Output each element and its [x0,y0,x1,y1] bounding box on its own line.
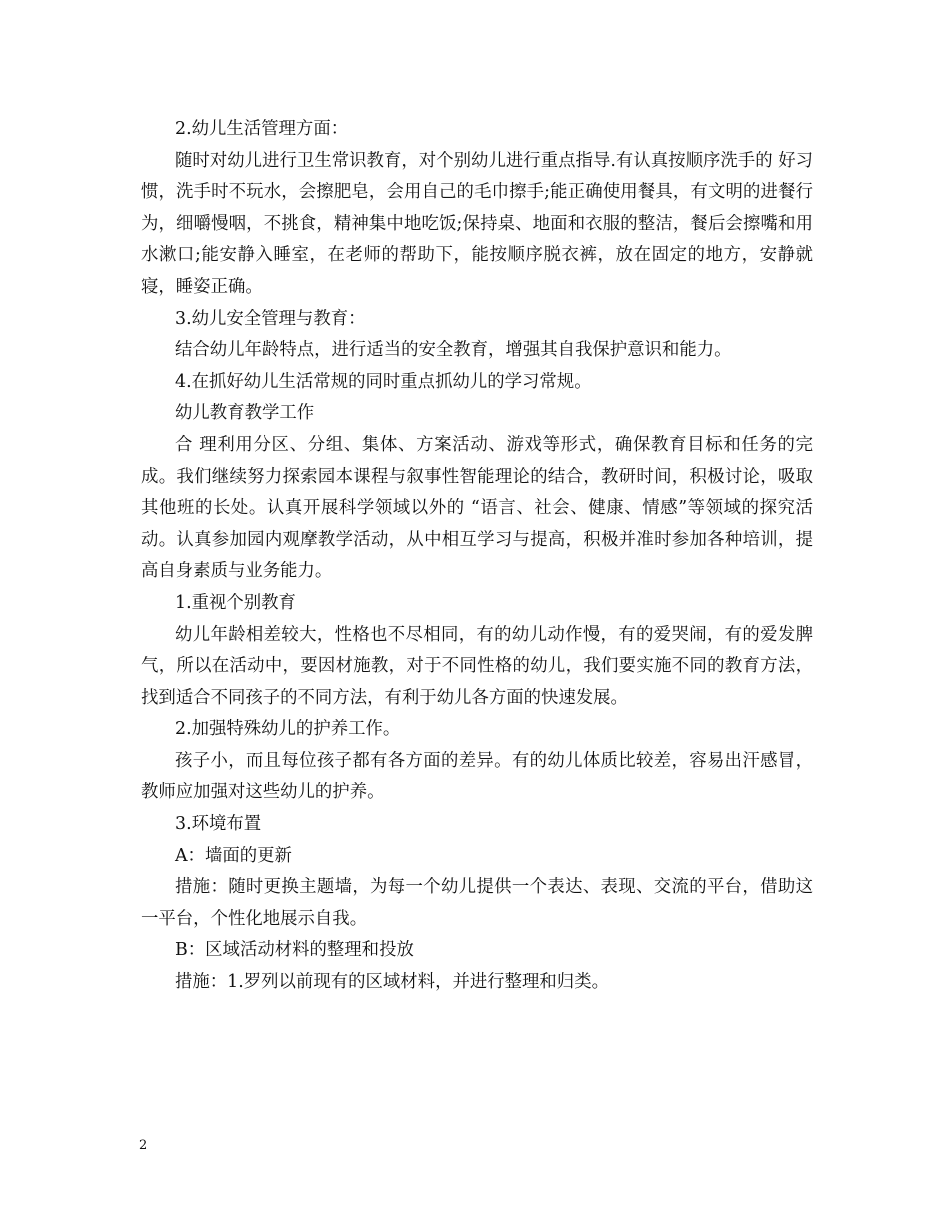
document-body [141,114,813,999]
heading-teaching-work: 幼儿教育教学工作 [175,403,315,424]
heading-safety-management: 3.幼儿安全管理与教育： [175,308,366,329]
page-number: 2 [139,1138,148,1153]
paragraph-individual-education: 幼儿年龄相差较大，性格也不尽相同，有的幼儿动作慢，有的爱哭闹，有的爱发脾气，所以在活动中，要因材施教，对于不同性格的幼儿，我们要实施不同的教育方法，找到适合不同孩子的不同方法，有利于幼儿各方面的快速发展。 [141,624,813,708]
paragraph-hygiene-education: 随时对幼儿进行卫生常识教育，对个别幼儿进行重点指导.有认真按顺序洗手的 好习惯，洗手时不玩水，会擦肥皂，会用自己的毛巾擦手;能正确使用餐具，有文明的进餐行为，细嚼慢咽，不挑食，精神集中地吃饭;保持桌、地面和衣服的整洁，餐后会擦嘴和用水漱口;能安静入睡室，在老师的帮助下，能按顺序脱衣裤，放在固定的地方，安静就寝，睡姿正确。 [141,150,813,297]
heading-learning-routine: 4.在抓好幼儿生活常规的同时重点抓幼儿的学习常规。 [175,371,592,392]
paragraph-teaching-work: 合 理利用分区、分组、集体、方案活动、游戏等形式，确保教育目标和任务的完成。我们继续努力探索园本课程与叙事性智能理论的结合，教研时间，积极讨论，吸取 其他班的长处。认真开展科学领域以外的 “语言、社会、健康、情感”等领域的探究活动。认真参加园内观摩教学活动，从中相互学习与提高，积极并准时参加各种培训，提高自身素质与业务能力。 [141,434,813,582]
paragraph-special-care: 孩子小，而且每位孩子都有各方面的差异。有的幼儿体质比较差，容易出汗感冒，教师应加强对这些幼儿的护养。 [141,750,813,803]
heading-environment: 3.环境布置 [175,814,262,835]
heading-life-management: 2.幼儿生活管理方面： [175,119,349,139]
paragraph-material-measures: 措施：1.罗列以前现有的区域材料，并进行整理和归类。 [175,972,609,993]
heading-individual-education: 1.重视个别教育 [175,592,296,613]
heading-area-materials: B：区域活动材料的整理和投放 [175,940,414,961]
heading-special-care: 2.加强特殊幼儿的护养工作。 [175,719,401,740]
paragraph-safety-education: 结合幼儿年龄特点，进行适当的安全教育，增强其自我保护意识和能力。 [175,340,732,361]
paragraph-wall-measures: 措施：随时更换主题墙，为每一个幼儿提供一个表达、表现、交流的平台，借助这一平台，个性化地展示自我。 [141,877,813,929]
heading-wall-update: A：墙面的更新 [175,845,292,866]
